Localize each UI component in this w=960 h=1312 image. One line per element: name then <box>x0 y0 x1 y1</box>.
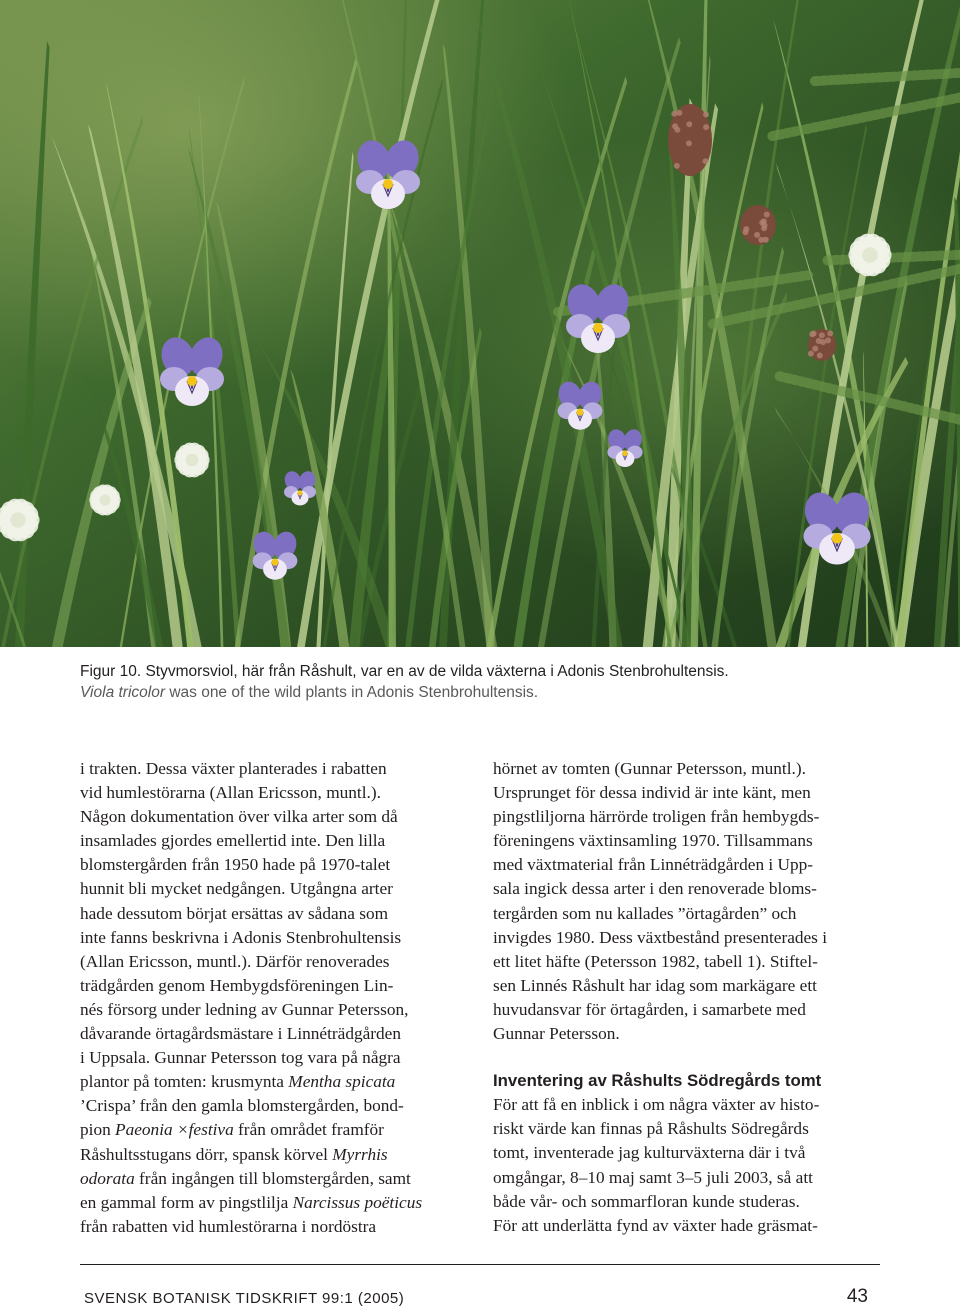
text-run: huvudansvar för örtagården, i samarbete med <box>493 999 806 1019</box>
text-run: För att underlätta fynd av växter hade gräsmat- <box>493 1215 818 1235</box>
text-line <box>493 1214 868 1238</box>
text-run: föreningens växtinsamling 1970. Tillsammans <box>493 831 813 851</box>
plantain-seed <box>763 237 769 243</box>
text-line <box>493 926 868 950</box>
pansy-eye <box>383 179 393 189</box>
plantain-seed <box>674 127 680 133</box>
text-line <box>80 950 455 974</box>
text-line <box>493 1141 868 1165</box>
plantain-seed <box>674 163 680 169</box>
text-run: hade dessutom börjat ersättas av sådana som <box>80 903 389 923</box>
text-run: dåvarande örtagårdsmästare i Linnéträdgården <box>80 1024 401 1044</box>
pansy-eye <box>622 451 628 457</box>
text-line <box>493 829 868 853</box>
text-line <box>493 805 868 829</box>
clover-center <box>99 494 110 505</box>
text-line <box>80 1118 455 1142</box>
text-run: från ingången till blomstergården, samt <box>134 1168 411 1188</box>
caption-english-rest: was one of the wild plants in Adonis Stenbrohultensis. <box>165 684 539 701</box>
plantain-seed <box>761 225 767 231</box>
caption-english <box>80 682 880 703</box>
plantain-seed <box>676 110 682 116</box>
plantain-seed <box>825 337 831 343</box>
text-line <box>493 853 868 877</box>
plantain-seed <box>759 220 765 226</box>
text-run: från området framför <box>233 1120 384 1140</box>
plantain-seed <box>703 158 709 164</box>
text-run: För att få en inblick i om några växter av histo- <box>493 1095 820 1115</box>
text-run: sala ingick dessa arter i den renoverade bloms- <box>493 879 817 899</box>
clover-center <box>862 247 877 262</box>
text-run: insamlades gjordes emellertid inte. Den lilla <box>80 831 386 851</box>
text-run: vid humlestörarna (Allan Ericsson, muntl.). <box>80 783 381 803</box>
plantain-seed <box>811 331 817 337</box>
text-run: invigdes 1980. Dess växtbestånd presenterades i <box>493 927 828 947</box>
plantain-seed <box>686 121 692 127</box>
pansy-eye <box>832 533 843 544</box>
figure-caption <box>80 661 880 703</box>
text-line <box>493 974 868 998</box>
text-run: i trakten. Dessa växter planterades i rabatten <box>80 759 387 778</box>
text-run: tergården som nu kallades ”örtagården” och <box>493 903 797 923</box>
text-run: Någon dokumentation över vilka arter som då <box>80 807 398 827</box>
italic-species-name: Mentha spicata <box>288 1072 396 1092</box>
text-run: i Uppsala. Gunnar Petersson tog vara på några <box>80 1048 401 1068</box>
text-run: riskt värde kan finnas på Råshults Södregårds <box>493 1119 809 1139</box>
text-line <box>80 1167 455 1191</box>
meadow-photo-illustration <box>0 0 960 647</box>
caption-species-name: Viola tricolor <box>80 684 166 701</box>
text-run: nés försorg under ledning av Gunnar Petersson, <box>80 999 409 1019</box>
page-number: 43 <box>846 1286 868 1307</box>
plantain-seed <box>812 346 818 352</box>
plantain-seed <box>703 124 709 130</box>
text-line <box>493 1117 868 1141</box>
text-line <box>80 1143 455 1167</box>
pansy-eye <box>187 376 197 386</box>
text-run: ett litet häfte (Petersson 1982, tabell 1). Stiftel- <box>493 951 818 971</box>
footer-divider <box>80 1264 880 1265</box>
plantain-seed <box>742 229 748 235</box>
text-line <box>493 1166 868 1190</box>
plantain-seed <box>671 111 677 117</box>
text-line <box>80 1094 455 1118</box>
text-line <box>493 1093 868 1117</box>
text-line <box>80 829 455 853</box>
text-line <box>80 1191 455 1215</box>
pansy-eye <box>577 409 584 416</box>
text-line <box>80 926 455 950</box>
plantain-seed <box>816 338 822 344</box>
clover-center <box>186 454 199 467</box>
text-line <box>80 1046 455 1070</box>
text-line <box>493 1190 868 1214</box>
text-run: ’Crispa’ från den gamla blomstergården, bond- <box>80 1096 404 1116</box>
plantain-seed <box>817 352 823 358</box>
text-line <box>80 757 455 781</box>
text-line <box>493 1022 868 1046</box>
text-run: trädgården genom Hembygdsföreningen Lin- <box>80 975 394 995</box>
text-line <box>493 757 868 781</box>
text-line <box>493 877 868 901</box>
pansy-eye <box>593 323 603 333</box>
plantain-seed <box>808 351 814 357</box>
journal-name: SVENSK BOTANISK TIDSKRIFT 99:1 (2005) <box>84 1290 405 1307</box>
text-line <box>493 902 868 926</box>
text-run: en gammal form av pingstlilja <box>80 1192 293 1212</box>
text-line <box>80 902 455 926</box>
text-run: pion <box>80 1120 116 1140</box>
plantain-seed <box>764 211 770 217</box>
text-line <box>80 1215 455 1239</box>
plantain-seed <box>819 332 825 338</box>
text-line <box>80 974 455 998</box>
pansy-eye <box>272 559 279 566</box>
text-run: tomt, inventerade jag kulturväxterna där i två <box>493 1143 806 1163</box>
text-run: hörnet av tomten (Gunnar Petersson, muntl.). <box>493 759 806 778</box>
text-run: från rabatten vid humlestörarna i nordöstra <box>80 1216 377 1236</box>
body-text-left-column <box>80 757 455 1239</box>
text-run: Gunnar Petersson. <box>493 1024 620 1044</box>
plantain-seed <box>686 140 692 146</box>
text-line <box>493 950 868 974</box>
section-heading: Inventering av Råshults Södregårds tomt <box>493 1071 822 1091</box>
caption-swedish: Figur 10. Styvmorsviol, här från Råshult, var en av de vilda växterna i Adonis Stenbrohultensis. <box>80 663 729 680</box>
text-run: (Allan Ericsson, muntl.). Därför renoverades <box>80 951 390 971</box>
text-run: hunnit bli mycket nedgången. Utgångna arter <box>80 879 393 899</box>
text-line <box>80 877 455 901</box>
plantain-seed <box>754 232 760 238</box>
text-run: inte fanns beskrivna i Adonis Stenbrohultensis <box>80 927 402 947</box>
text-run: sen Linnés Råshult har idag som markägare ett <box>493 975 817 995</box>
text-run: pingstliljorna härrörde troligen från hembygds- <box>493 807 820 827</box>
figure-photo-wild-pansy-meadow <box>0 0 960 647</box>
pansy-eye <box>298 491 303 496</box>
italic-species-name: odorata <box>80 1168 135 1188</box>
text-line <box>493 998 868 1022</box>
text-run: med växtmaterial från Linnéträdgården i Upp- <box>493 855 814 875</box>
text-line <box>80 1022 455 1046</box>
text-line <box>80 781 455 805</box>
text-run: Råshultsstugans dörr, spansk körvel <box>80 1144 333 1164</box>
italic-species-name: Paeonia ×festiva <box>115 1120 234 1140</box>
text-line <box>80 853 455 877</box>
plantain-seed <box>703 111 709 117</box>
text-run: Ursprunget för dessa individ är inte känt, men <box>493 783 811 803</box>
text-run: omgångar, 8–10 maj samt 3–5 juli 2003, så att <box>493 1167 813 1187</box>
text-run: både vår- och sommarfloran kunde studeras. <box>493 1191 800 1211</box>
text-line <box>80 805 455 829</box>
plantain-head <box>740 205 776 245</box>
text-run: blomstergården från 1950 hade på 1970-talet <box>80 855 391 875</box>
text-line <box>80 998 455 1022</box>
italic-species-name: Narcissus poëticus <box>292 1192 423 1212</box>
text-line <box>493 781 868 805</box>
plantain-seed <box>827 330 833 336</box>
text-line <box>80 1070 455 1094</box>
text-run: plantor på tomten: krusmynta <box>80 1072 289 1092</box>
italic-species-name: Myrrhis <box>332 1144 388 1164</box>
body-text-right-column <box>493 757 868 1238</box>
clover-center <box>10 512 25 527</box>
